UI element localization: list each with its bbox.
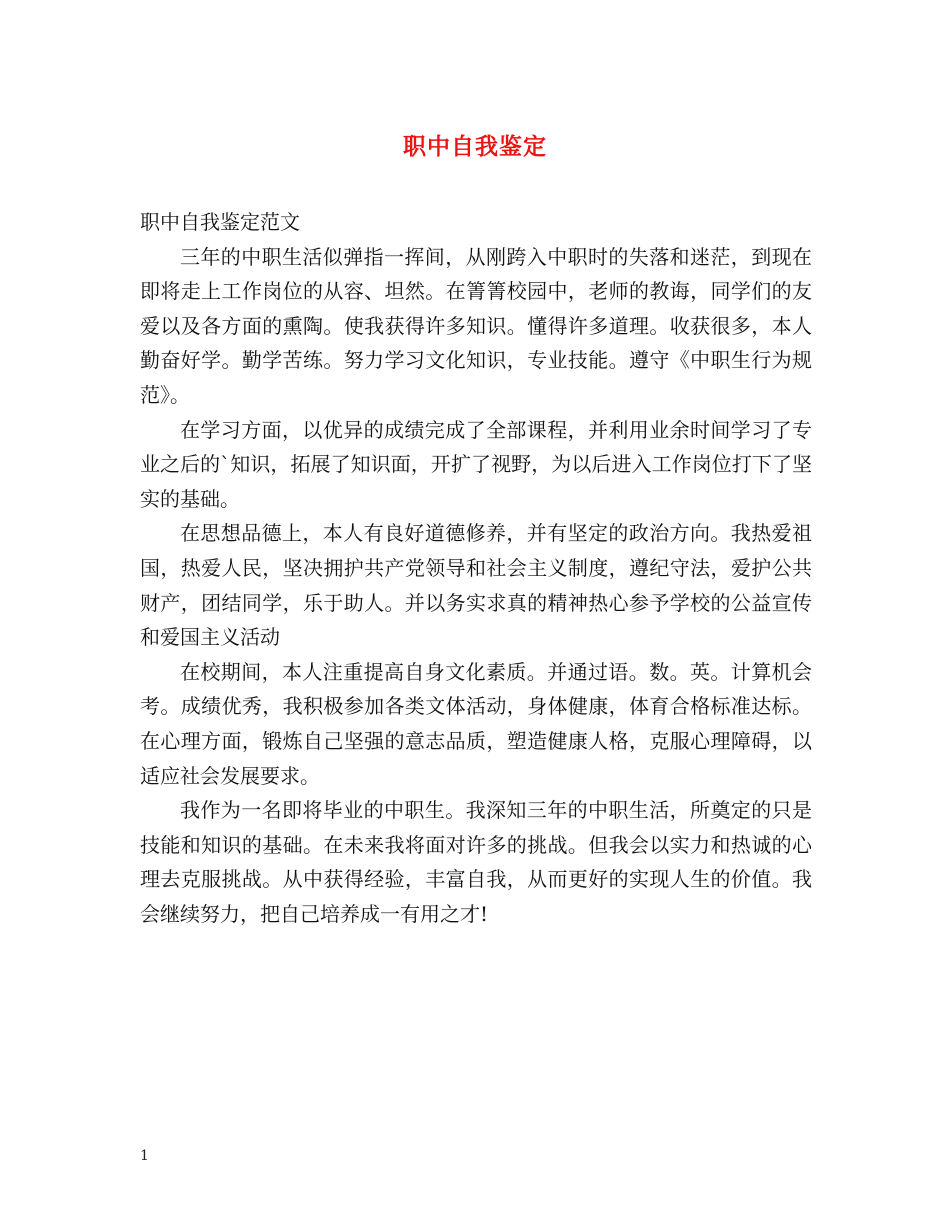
paragraph-3: 在思想品德上，本人有良好道德修养，并有坚定的政治方向。我热爱祖国，热爱人民，坚决拥护共产党领导和社会主义制度，遵纪守法，爱护公共财产，团结同学，乐于助人。并以务实求真的精神热心参予学校的公益宣传和爱国主义活动 (140, 521, 812, 650)
document-subtitle: 职中自我鉴定范文 (140, 210, 300, 234)
paragraph-1: 三年的中职生活似弹指一挥间，从刚跨入中职时的失落和迷茫，到现在即将走上工作岗位的从容、坦然。在箐箐校园中，老师的教诲，同学们的友爱以及各方面的熏陶。使我获得许多知识。懂得许多道理。收获很多，本人勤奋好学。勤学苦练。努力学习文化知识，专业技能。遵守《中职生行为规范》。 (140, 244, 812, 407)
paragraph-2: 在学习方面，以优异的成绩完成了全部课程，并利用业余时间学习了专业之后的`知识，拓展了知识面，开扩了视野，为以后进入工作岗位打下了坚实的基础。 (140, 417, 812, 511)
paragraph-5: 我作为一名即将毕业的中职生。我深知三年的中职生活，所奠定的只是技能和知识的基础。在未来我将面对许多的挑战。但我会以实力和热诚的心理去克服挑战。从中获得经验，丰富自我，从而更好的实现人生的价值。我会继续努力，把自己培养成一有用之才! (140, 798, 812, 926)
page-number: 1 (140, 1148, 149, 1164)
document-body (140, 205, 812, 931)
document-title: 职中自我鉴定 (403, 133, 547, 160)
paragraph-4: 在校期间，本人注重提高自身文化素质。并通过语。数。英。计算机会考。成绩优秀，我积极参加各类文体活动，身体健康，体育合格标准达标。在心理方面，锻炼自己坚强的意志品质，塑造健康人格，克服心理障碍，以适应社会发展要求。 (140, 659, 812, 788)
